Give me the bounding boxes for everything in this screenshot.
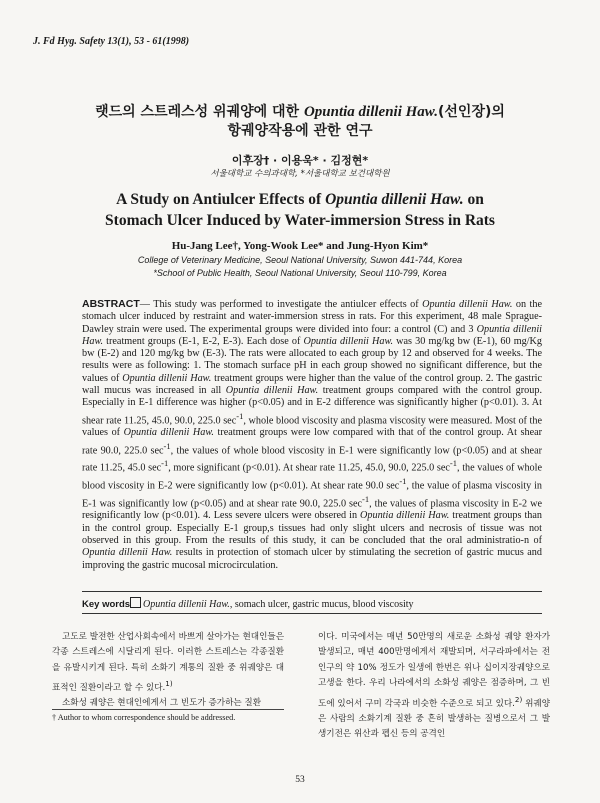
abstract-species: Opuntia dillenii Haw. xyxy=(225,385,319,397)
abstract-text: was 30 mg/kg bw (E-1), 60 mg/Kg bw (E-2) and 120 mg/kg bw (E-3). The rats were allocated to each group by 12 and observed for 4 weeks. The results were as following: 1. The stomach surface pH in each group showed no significant difference, but the values of xyxy=(82,335,542,384)
abstract-text: , the values of plasma viscosity in E-2 we resignificantly low (p<0.01). 4. Less severe ulcers were obsered in xyxy=(82,498,542,522)
korean-title-line1 xyxy=(40,103,560,122)
abstract-text: , the values of whole blood viscosity in E-2 were significantly low (p<0.01). At shear rate 90.0 sec xyxy=(82,462,542,492)
english-authors: Hu-Jang Lee†, Yong-Wook Lee* and Jung-Hyon Kim* xyxy=(171,240,429,252)
korean-title xyxy=(40,103,560,141)
abstract-text: on the stomach ulcer induced by restraint and water-immersion stress in rats. For this experiment, 48 male Sprague-Dawley strain were used. The experimental groups were divided into four: a control (C) and 3 xyxy=(82,299,542,335)
body-column-left xyxy=(52,630,284,712)
page-number: 53 xyxy=(295,775,305,785)
body-text: 이다. 미국에서는 매년 50만명의 새로운 소화성 궤양 환자가 발생되고, 매년 400만명에게서 재발되며, 서구라파에서는 전 인구의 약 10% 정도가 일생에 한번은 위나 십이지장궤양으로 고생을 한다. 우리 나라에서의 소화성 궤양은 점증하며, 그 빈도에 있어서 구미 각국과 비슷한 수준으로 되고 있다. xyxy=(318,632,550,709)
keywords-top-rule xyxy=(82,591,542,592)
abstract-species: Opuntia dillenii Haw. xyxy=(303,335,394,347)
abstract-text: treatment groups were higher than the value of the control group. 2. The gastric wall mucus was increased in all xyxy=(82,372,543,397)
keywords-list: , somach ulcer, gastric mucus, blood viscosity xyxy=(229,599,414,610)
korean-affiliation: 서울대학교 수의과대학, *서울대학교 보건대학원 xyxy=(210,169,390,179)
keywords-species: Opuntia dillenii Haw. xyxy=(143,599,230,610)
english-title-text-end: on xyxy=(463,191,484,208)
abstract-species: Opuntia dillenii Haw. xyxy=(422,299,513,310)
korean-title-text: 랫드의 스트레스성 위궤양에 대한 xyxy=(95,104,304,120)
english-title-line2: Stomach Ulcer Induced by Water-immersion Stress in Rats xyxy=(105,212,495,229)
body-paragraph: 소화성 궤양은 현대인에게서 그 빈도가 증가하는 질환 xyxy=(62,698,262,709)
footnote: † Author to whom correspondence should be addressed. xyxy=(52,713,236,722)
body-paragraph xyxy=(52,630,284,696)
english-title-text: A Study on Antiulcer Effects of xyxy=(116,191,326,208)
english-title xyxy=(40,189,560,231)
superscript: -1 xyxy=(362,493,370,504)
abstract-text: , the value of plasma viscosity in E-1 was significantly low (p<0.05) and at shear rate 90.0, 225.0 sec xyxy=(82,480,542,510)
abstract-text: — This study was performed to investigate the antiulcer effects of xyxy=(139,299,423,310)
korean-title-species: Opuntia dillenii Haw. xyxy=(303,104,438,120)
english-title-species: Opuntia dillenii Haw. xyxy=(325,191,464,208)
english-title-line1 xyxy=(40,189,560,210)
body-paragraph xyxy=(318,630,550,743)
abstract-text: , whole blood viscosity and plasma viscosity were measured. Most of the values of xyxy=(82,415,543,439)
keywords-box-icon xyxy=(130,597,141,608)
superscript: -1 xyxy=(163,440,171,451)
abstract-label: ABSTRACT xyxy=(82,298,140,310)
abstract-text: , more significant (p<0.01). At shear rate 11.25, 45.0, 90.0, 225.0 sec xyxy=(168,462,450,474)
affiliation-veterinary: College of Veterinary Medicine, Seoul National University, Suwon 441-744, Korea xyxy=(137,255,463,265)
abstract-text: treatment groups compared with the control group. Especially in E-1 difference was higher (p<0.05) and in E-2 difference was significantly higher (p<0.01). 3. At shear rate 11.25, 45.0, 90.0, 225.0 sec xyxy=(82,385,543,427)
superscript: -1 xyxy=(236,410,244,421)
citation-superscript: 1) xyxy=(165,679,173,689)
superscript: -1 xyxy=(399,476,407,487)
abstract-text: results in protection of stomach ulcer by stimulating the secretion of gastric mucus and improving the gastric mucosal microcirculation. xyxy=(82,547,542,571)
korean-authors: 이후장† · 이용욱* · 김정현* xyxy=(231,154,369,167)
abstract-species: Opuntia dillenii Haw. xyxy=(82,323,543,347)
abstract-species: Opuntia dillenii Haw. xyxy=(82,547,173,559)
body-text: 고도로 발전한 산업사회속에서 바쁘게 살아가는 현대인들은 각종 스트레스에 시달리게 된다. 이러한 스트레스는 각종질환을 유발시키게 된다. 특히 소화기 계통의 질환 중 위궤양은 대표적인 질환이라고 할 수 있다. xyxy=(52,632,284,694)
korean-title-line2: 항궤양작용에 관한 연구 xyxy=(227,123,373,139)
abstract-species: Opuntia dillenii Haw. xyxy=(123,427,214,439)
body-text: 위궤양은 사람의 소화기계 질환 중 흔히 발생하는 질병으로서 그 발생기전은 위산과 펩신 등의 공격인 xyxy=(318,698,551,740)
superscript: -1 xyxy=(449,458,458,469)
body-column-right xyxy=(318,630,550,743)
abstract-species: Opuntia dillenii Haw. xyxy=(360,510,450,522)
abstract-text: treatment groups than in the control group. Especially E-1 group,s tissues had only slight ulcers and necrosis of tissue was not observed in this group. From the results of this study, it can be concluded that the oral administratio-n of xyxy=(82,510,542,546)
affiliation-public-health: *School of Public Health, Seoul National University, Seoul 110-799, Korea xyxy=(153,267,447,278)
keywords-label: Key words xyxy=(82,599,131,610)
korean-title-text-end: (선인장)의 xyxy=(438,104,505,120)
keywords-bottom-rule xyxy=(82,613,542,614)
keywords xyxy=(82,597,542,610)
abstract-text: treatment groups (E-1, E-2, E-3). Each dose of xyxy=(103,335,304,347)
abstract xyxy=(82,298,542,572)
abstract-species: Opuntia dillenii Haw. xyxy=(122,372,212,384)
abstract-text: , the values of whole blood viscosity in E-1 were significantly low (p<0.05) and at shear rate 11.25, 45.0 sec xyxy=(82,445,542,474)
citation-superscript: 2) xyxy=(514,694,523,704)
journal-citation: J. Fd Hyg. Safety 13(1), 53 - 61(1998) xyxy=(33,36,190,47)
abstract-text: treatment groups were low compared with that of the control group. At shear rate 90.0, 225.0 sec xyxy=(82,427,543,457)
english-affiliation xyxy=(40,254,560,279)
footnote-rule xyxy=(52,709,284,710)
superscript: -1 xyxy=(161,458,169,469)
